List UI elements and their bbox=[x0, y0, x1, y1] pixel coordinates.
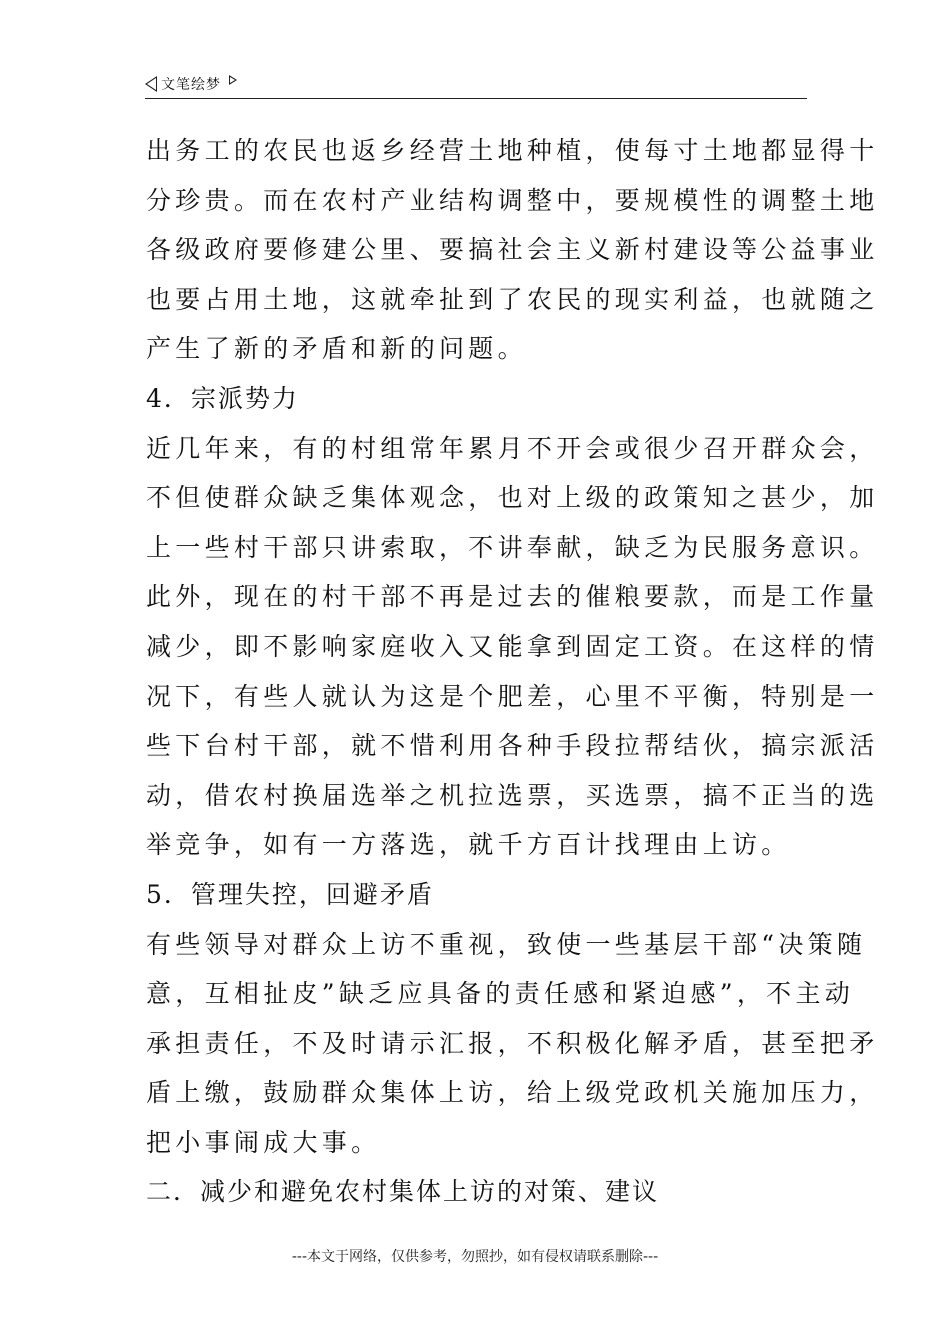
text-line: 意，互相扯皮”缺乏应具备的责任感和紧迫感”，不主动 bbox=[146, 979, 855, 1009]
section-heading: 二．减少和避免农村集体上访的对策、建议 bbox=[146, 1177, 660, 1207]
text-line: 有些领导对群众上访不重视，致使一些基层干部“决策随 bbox=[146, 929, 867, 959]
text-line: 分珍贵。而在农村产业结构调整中，要规模性的调整土地 bbox=[146, 185, 879, 215]
text-line: 承担责任，不及时请示汇报，不积极化解矛盾，甚至把矛 bbox=[146, 1028, 879, 1058]
text-line: 产生了新的矛盾和新的问题。 bbox=[146, 334, 527, 364]
page-header bbox=[145, 70, 807, 99]
text-line: 此外，现在的村干部不再是过去的催粮要款，而是工作量 bbox=[146, 582, 879, 612]
text-line: 把小事闹成大事。 bbox=[146, 1127, 381, 1157]
text-line: 些下台村干部，就不惜利用各种手段拉帮结伙，搞宗派活 bbox=[146, 731, 879, 761]
section-heading: 5．管理失控，回避矛盾 bbox=[146, 879, 434, 909]
text-line: 减少，即不影响家庭收入又能拿到固定工资。在这样的情 bbox=[146, 631, 879, 661]
text-line: 动，借农村换届选举之机拉选票，买选票，搞不正当的选 bbox=[146, 780, 879, 810]
text-line: 盾上缴，鼓励群众集体上访，给上级党政机关施加压力， bbox=[146, 1078, 879, 1108]
text-line: 近几年来，有的村组常年累月不开会或很少召开群众会， bbox=[146, 433, 879, 463]
text-line: 不但使群众缺乏集体观念，也对上级的政策知之甚少，加 bbox=[146, 483, 879, 513]
document-body bbox=[146, 126, 879, 1217]
header-brand: 文笔绘梦 bbox=[161, 77, 221, 93]
text-line: 上一些村干部只讲索取，不讲奉献，缺乏为民服务意识。 bbox=[146, 532, 879, 562]
text-line: 况下，有些人就认为这是个肥差，心里不平衡，特别是一 bbox=[146, 681, 879, 711]
footer-notice: ---本文于网络，仅供参考，勿照抄，如有侵权请联系删除--- bbox=[291, 1249, 659, 1265]
triangle-right-icon bbox=[229, 75, 237, 85]
triangle-left-icon bbox=[145, 76, 157, 92]
text-line: 举竞争，如有一方落选，就千方百计找理由上访。 bbox=[146, 830, 791, 860]
text-line: 也要占用土地，这就牵扯到了农民的现实利益，也就随之 bbox=[146, 284, 879, 314]
text-line: 各级政府要修建公里、要搞社会主义新村建设等公益事业 bbox=[146, 235, 879, 265]
section-heading: 4．宗派势力 bbox=[146, 383, 299, 413]
text-line: 出务工的农民也返乡经营土地种植，使每寸土地都显得十 bbox=[146, 136, 879, 165]
